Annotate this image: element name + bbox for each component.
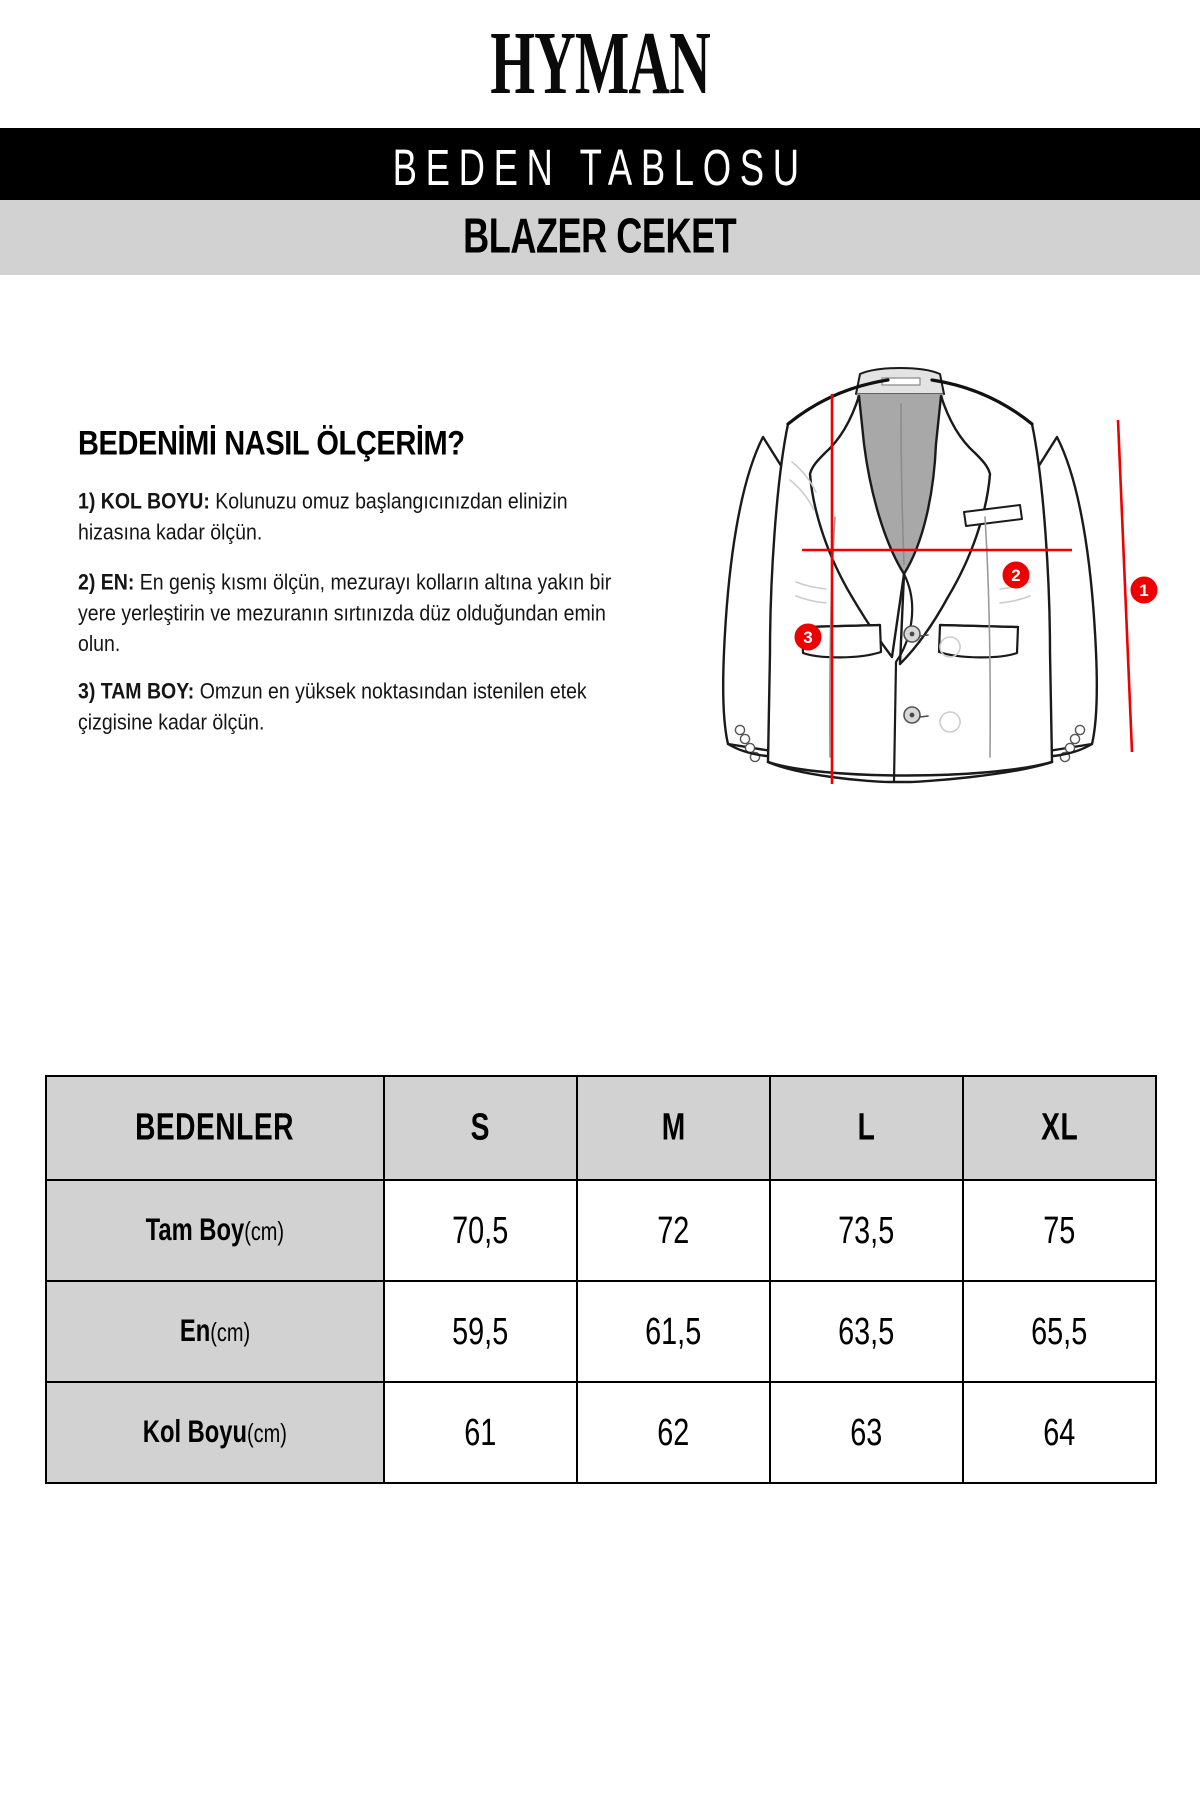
cell-kol-boyu-s: 61 — [384, 1382, 577, 1483]
col-header-l-label: L — [857, 1106, 876, 1149]
gray-product-band — [0, 200, 1200, 275]
marker-3-label: 3 — [803, 628, 813, 647]
instruction-text-1: Kolunuzu omuz başlangıcınızdan elinizin hizasına kadar ölçün. — [78, 489, 568, 545]
cell-en-l: 63,5 — [770, 1281, 963, 1382]
instructions-heading: BEDENİMİ NASIL ÖLÇERİM? — [78, 425, 465, 463]
instruction-item-3 — [78, 677, 618, 739]
cell-tam-boy-s: 70,5 — [384, 1180, 577, 1281]
cell-kol-boyu-l: 63 — [770, 1382, 963, 1483]
row-header-kol-boyu-label: Kol Boyu — [142, 1414, 248, 1450]
instruction-item-2 — [78, 568, 618, 661]
table-header-row — [46, 1076, 1156, 1180]
marker-3 — [795, 624, 821, 650]
size-table — [45, 1075, 1157, 1484]
row-header-en-unit: (cm) — [210, 1318, 251, 1348]
cell-en-s: 59,5 — [384, 1281, 577, 1382]
instruction-text-3: Omzun en yüksek noktasından istenilen etek çizgisine kadar ölçün. — [78, 679, 587, 736]
size-table-wrapper — [45, 1075, 1155, 1484]
blazer-illustration — [620, 352, 1180, 822]
row-header-en — [46, 1281, 384, 1382]
instruction-item-1 — [78, 487, 618, 549]
col-header-xl-label: XL — [1041, 1106, 1078, 1149]
col-header-s-label: S — [470, 1106, 491, 1149]
col-header-l — [770, 1076, 963, 1180]
table-row — [46, 1281, 1156, 1382]
product-name: BLAZER CEKET — [463, 209, 737, 265]
cell-kol-boyu-xl: 64 — [963, 1382, 1156, 1483]
brand-header — [0, 0, 1200, 128]
marker-2 — [1003, 562, 1029, 588]
row-header-kol-boyu — [46, 1382, 384, 1483]
col-header-m — [577, 1076, 770, 1180]
cell-kol-boyu-m: 62 — [577, 1382, 770, 1483]
row-header-kol-boyu-unit: (cm) — [247, 1419, 288, 1449]
cell-tam-boy-l: 73,5 — [770, 1180, 963, 1281]
instruction-text-2: En geniş kısmı ölçün, mezurayı kolların altına yakın bir yere yerleştirin ve mezuranın sırtınızda düz olduğundan emin olun. — [78, 570, 612, 658]
jacket-drawing — [723, 368, 1097, 782]
row-header-tam-boy — [46, 1180, 384, 1281]
guide-line-1-sleeve-length — [1118, 420, 1132, 752]
cell-en-m: 61,5 — [577, 1281, 770, 1382]
right-flap-pocket — [939, 625, 1018, 657]
col-header-sizes-label: BEDENLER — [135, 1106, 295, 1149]
marker-1-label: 1 — [1139, 581, 1149, 600]
cell-en-xl: 65,5 — [963, 1281, 1156, 1382]
size-chart-title: BEDEN TABLOSU — [392, 139, 808, 197]
row-header-en-label: En — [179, 1313, 211, 1349]
col-header-s — [384, 1076, 577, 1180]
marker-1 — [1131, 577, 1157, 603]
brand-logo: HYMAN — [490, 14, 710, 114]
col-header-m-label: M — [661, 1106, 686, 1149]
row-header-tam-boy-unit: (cm) — [244, 1217, 285, 1247]
black-title-band — [0, 128, 1200, 210]
instruction-label-1: 1) KOL BOYU: — [78, 489, 210, 514]
cell-tam-boy-m: 72 — [577, 1180, 770, 1281]
table-row — [46, 1180, 1156, 1281]
table-row — [46, 1382, 1156, 1483]
measurement-instructions — [78, 425, 618, 759]
marker-2-label: 2 — [1011, 566, 1021, 585]
instruction-label-3: 3) TAM BOY: — [78, 679, 195, 705]
col-header-sizes — [46, 1076, 384, 1180]
cell-tam-boy-xl: 75 — [963, 1180, 1156, 1281]
instruction-label-2: 2) EN: — [78, 570, 135, 596]
row-header-tam-boy-label: Tam Boy — [145, 1212, 245, 1248]
col-header-xl — [963, 1076, 1156, 1180]
